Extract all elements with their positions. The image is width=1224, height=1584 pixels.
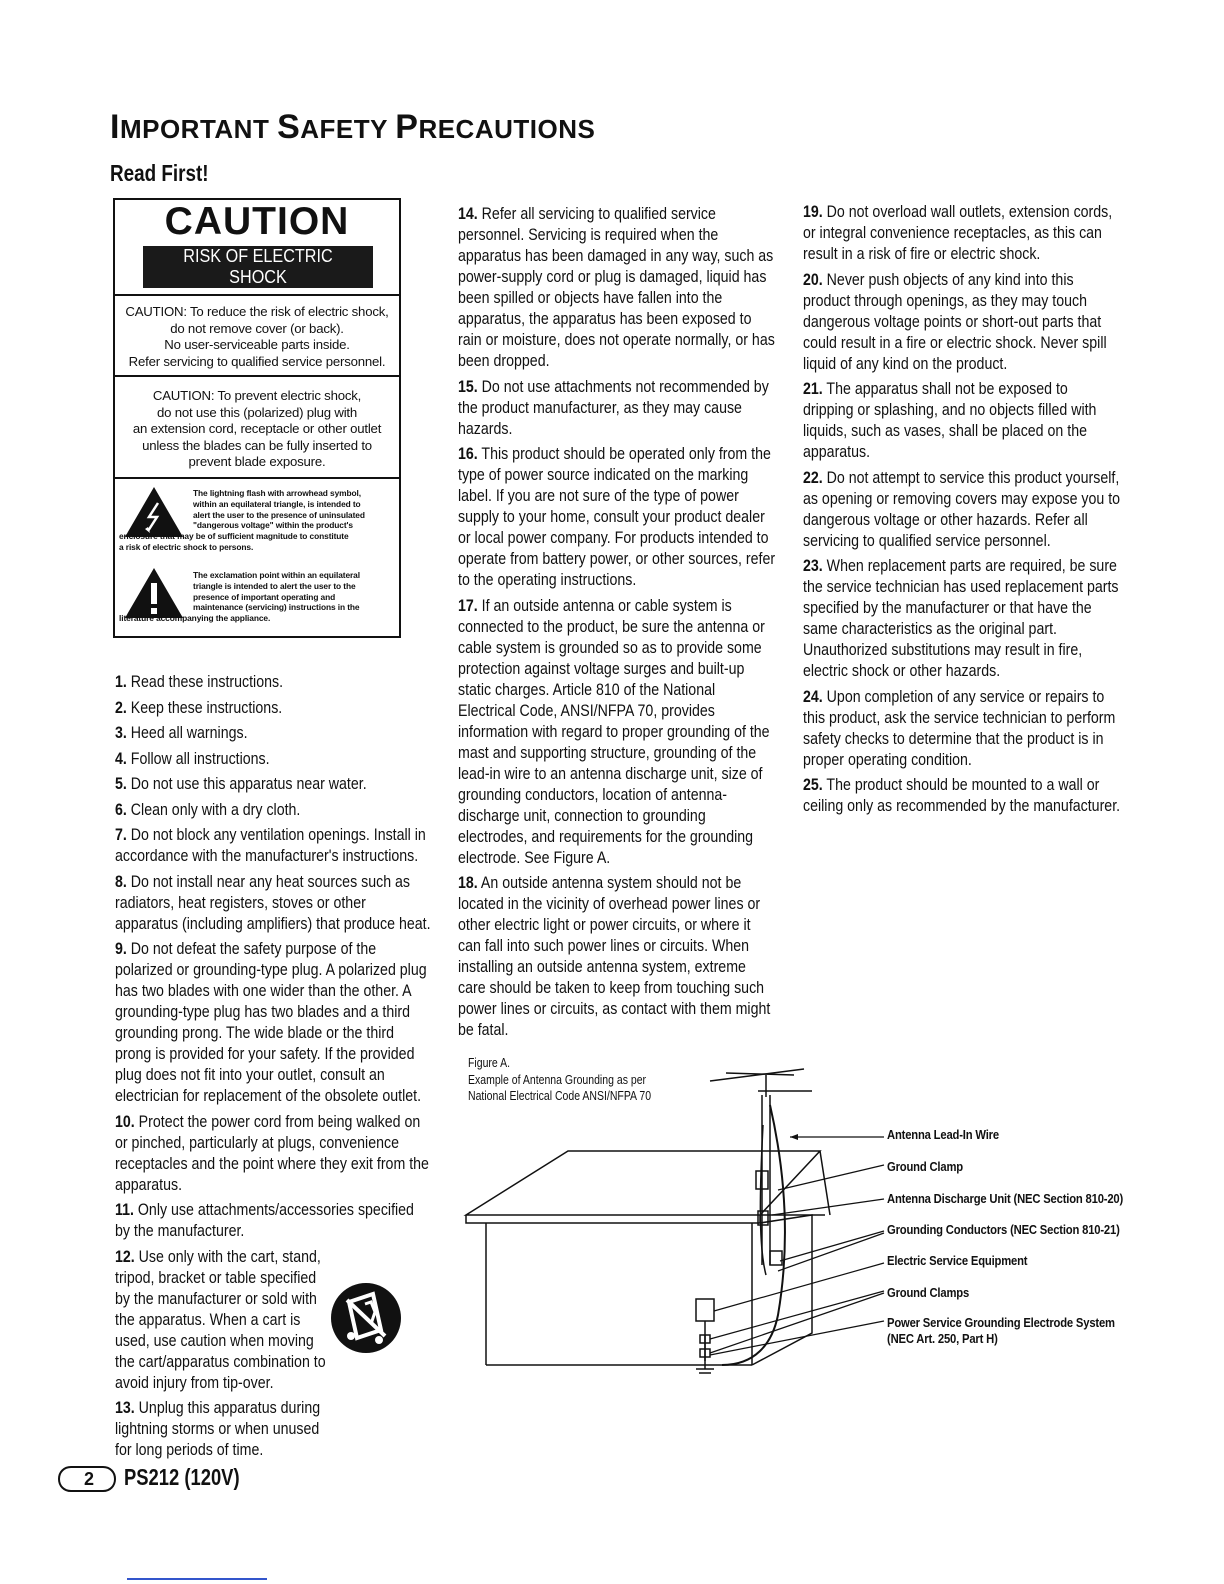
list-item: 17. If an outside antenna or cable system is connected to the product, be sure the antenna or cable system is grounded so as to provide some protection against voltage surges and built-up static charges. Article 810 of the National Electrical Code, ANSI/NFPA 70, provides information with regard to proper grounding of the mast and supporting structure, grounding of the lead-in wire to an antenna discharge unit, size of grounding conductors, location of antenna-discharge unit, connection to grounding electrodes, and requirements for the grounding electrode. See Figure A.	[458, 596, 770, 867]
list-item: 9. Do not defeat the safety purpose of the polarized or grounding-type plug. A polarized plug has two blades with one wider than the other. A grounding-type plug has two blades and a third grounding prong. The wide blade or the third prong is provided for your safety. If the provided plug does not fit into your outlet, consult an electrician for replacement of the obsolete outlet.	[115, 940, 427, 1105]
label-nec-art-250: (NEC Art. 250, Part H)	[887, 1332, 998, 1346]
antenna-grounding-diagram	[460, 1065, 890, 1385]
list-item: 10. Protect the power cord from being walked on or pinched, particularly at plugs, convenience receptacles and the point where they exit from the apparatus.	[115, 1112, 429, 1194]
caution-cover-text: CAUTION: To reduce the risk of electric shock, do not remove cover (or back). No user-serviceable parts inside. Refer servicing to qualified service personnel.	[125, 304, 389, 369]
shock-band-line1: RISK OF ELECTRIC SHOCK	[183, 246, 333, 287]
caution-heading: CAUTION	[164, 200, 350, 243]
bottom-rule	[127, 1578, 267, 1580]
list-item: 4. Follow all instructions.	[115, 749, 270, 768]
label-grounding-conductors: Grounding Conductors (NEC Section 810-21)	[887, 1223, 1120, 1237]
lightning-symbol-text: The lightning flash with arrowhead symbol, within an equilateral triangle, is intended to alert the user to the presence of uninsulated "dangerous voltage" within the product's enclosure that may be of sufficient magnitude to constitute a risk of electric shock to persons.	[119, 488, 365, 552]
divider	[115, 294, 399, 296]
list-item: 14. Refer all servicing to qualified service personnel. Servicing is required when the apparatus has been damaged in any way, such as power-supply cord or plug is damaged, liquid has been spilled or objects have fallen into the apparatus, the apparatus has been exposed to rain or moisture, does not operate normally, or has been dropped.	[458, 205, 775, 370]
list-item: 8. Do not install near any heat sources such as radiators, heat registers, stoves or other apparatus (including amplifiers) that produce heat.	[115, 872, 431, 933]
page-title: IMPORTANT SAFETY PRECAUTIONS	[110, 108, 596, 146]
list-item: 20. Never push objects of any kind into this product through openings, as they may touch dangerous voltage points or short-out parts that could result in a fire or electric shock. Never spill liquid of any kind on the product.	[803, 270, 1107, 373]
list-item: 1. Read these instructions.	[115, 673, 284, 691]
list-item: 25. The product should be mounted to a wall or ceiling only as recommended by the manufacturer.	[803, 776, 1121, 815]
figure-caption: Figure A. Example of Antenna Grounding as per National Electrical Code ANSI/NFPA 70	[468, 1056, 652, 1103]
instructions-column-2	[458, 204, 776, 1046]
list-item: 21. The apparatus shall not be exposed to dripping or splashing, and no objects filled with liquids, such as vases, shall be placed on the apparatus.	[803, 380, 1097, 461]
label-antenna-lead-in-wire: Antenna Lead-In Wire	[887, 1128, 999, 1142]
list-item: 2. Keep these instructions.	[115, 698, 283, 717]
label-antenna-discharge-unit: Antenna Discharge Unit (NEC Section 810-20)	[887, 1192, 1124, 1206]
list-item: 23. When replacement parts are required, be sure the service technician has used replacement parts specified by the manufacturer or that have the same characteristics as the original part. Unauthorized substitutions may result in fire, electric shock or other hazards.	[803, 557, 1119, 680]
label-ground-clamp: Ground Clamp	[887, 1160, 963, 1174]
model-number: PS212 (120V)	[124, 1464, 240, 1490]
list-item: 11. Only use attachments/accessories specified by the manufacturer.	[115, 1201, 414, 1240]
list-item: 22. Do not attempt to service this product yourself, as opening or removing covers may expose you to dangerous voltage or other hazards. Refer all servicing to qualified service personnel.	[803, 468, 1121, 550]
list-item: 18. An outside antenna system should not be located in the vicinity of overhead power lines or other electric light or power circuits, or where it can fall into such power lines or circuits. When installing an outside antenna system, extreme care should be taken to keep from touching such power lines or circuits, as contact with them might be fatal.	[458, 874, 771, 1039]
divider	[115, 477, 399, 479]
divider	[115, 375, 399, 377]
list-item: 5. Do not use this apparatus near water.	[115, 775, 367, 793]
list-item: 15. Do not use attachments not recommended by the product manufacturer, as they may cause hazards.	[458, 377, 769, 438]
list-item: 24. Upon completion of any service or repairs to this product, ask the service technician to perform safety checks to determine that the product is in proper operating condition.	[803, 687, 1116, 769]
list-item: 13. Unplug this apparatus during lightning storms or when unused for long periods of time.	[115, 1399, 321, 1459]
list-item: 12. Use only with the cart, stand, tripod, bracket or table specified by the manufacturer or sold with the apparatus. When a cart is used, use caution when moving the cart/apparatus combination to avoid injury from tip-over.	[115, 1247, 326, 1392]
list-item: 19. Do not overload wall outlets, extension cords, or integral convenience receptacles, as this can result in a risk of fire or electric shock.	[803, 203, 1113, 263]
list-item: 16. This product should be operated only from the type of power source indicated on the marking label. If you are not sure of the type of power supply to your home, consult your product dealer or local power company. For products intended to operate from battery power, or other sources, refer to the operating instructions.	[458, 445, 776, 589]
cart-tip-over-icon	[327, 1280, 405, 1356]
shock-band-line2: DO NOT OPEN	[201, 288, 315, 308]
page-subtitle: Read First!	[110, 160, 209, 186]
label-power-service-grounding: Power Service Grounding Electrode System	[887, 1316, 1115, 1330]
caution-plug-text: CAUTION: To prevent electric shock, do not use this (polarized) plug with an extension cord, receptacle or other outlet unless the blades can be fully inserted to prevent blade exposure.	[132, 388, 382, 469]
list-item: 6. Clean only with a dry cloth.	[115, 800, 301, 819]
list-item: 3. Heed all warnings.	[115, 724, 248, 742]
caution-box	[113, 198, 401, 638]
exclamation-symbol-text: The exclamation point within an equilateral triangle is intended to alert the user to the presence of important operating and maintenance (servicing) instructions in the literature accompanying the appliance.	[119, 570, 360, 624]
list-item: 7. Do not block any ventilation openings. Install in accordance with the manufacturer's instructions.	[115, 826, 426, 865]
shock-warning-band	[143, 246, 373, 308]
label-ground-clamps: Ground Clamps	[887, 1286, 970, 1300]
page-number: 2	[83, 1469, 94, 1489]
label-electric-service-equipment: Electric Service Equipment	[887, 1254, 1028, 1268]
instructions-column-3	[803, 202, 1121, 822]
